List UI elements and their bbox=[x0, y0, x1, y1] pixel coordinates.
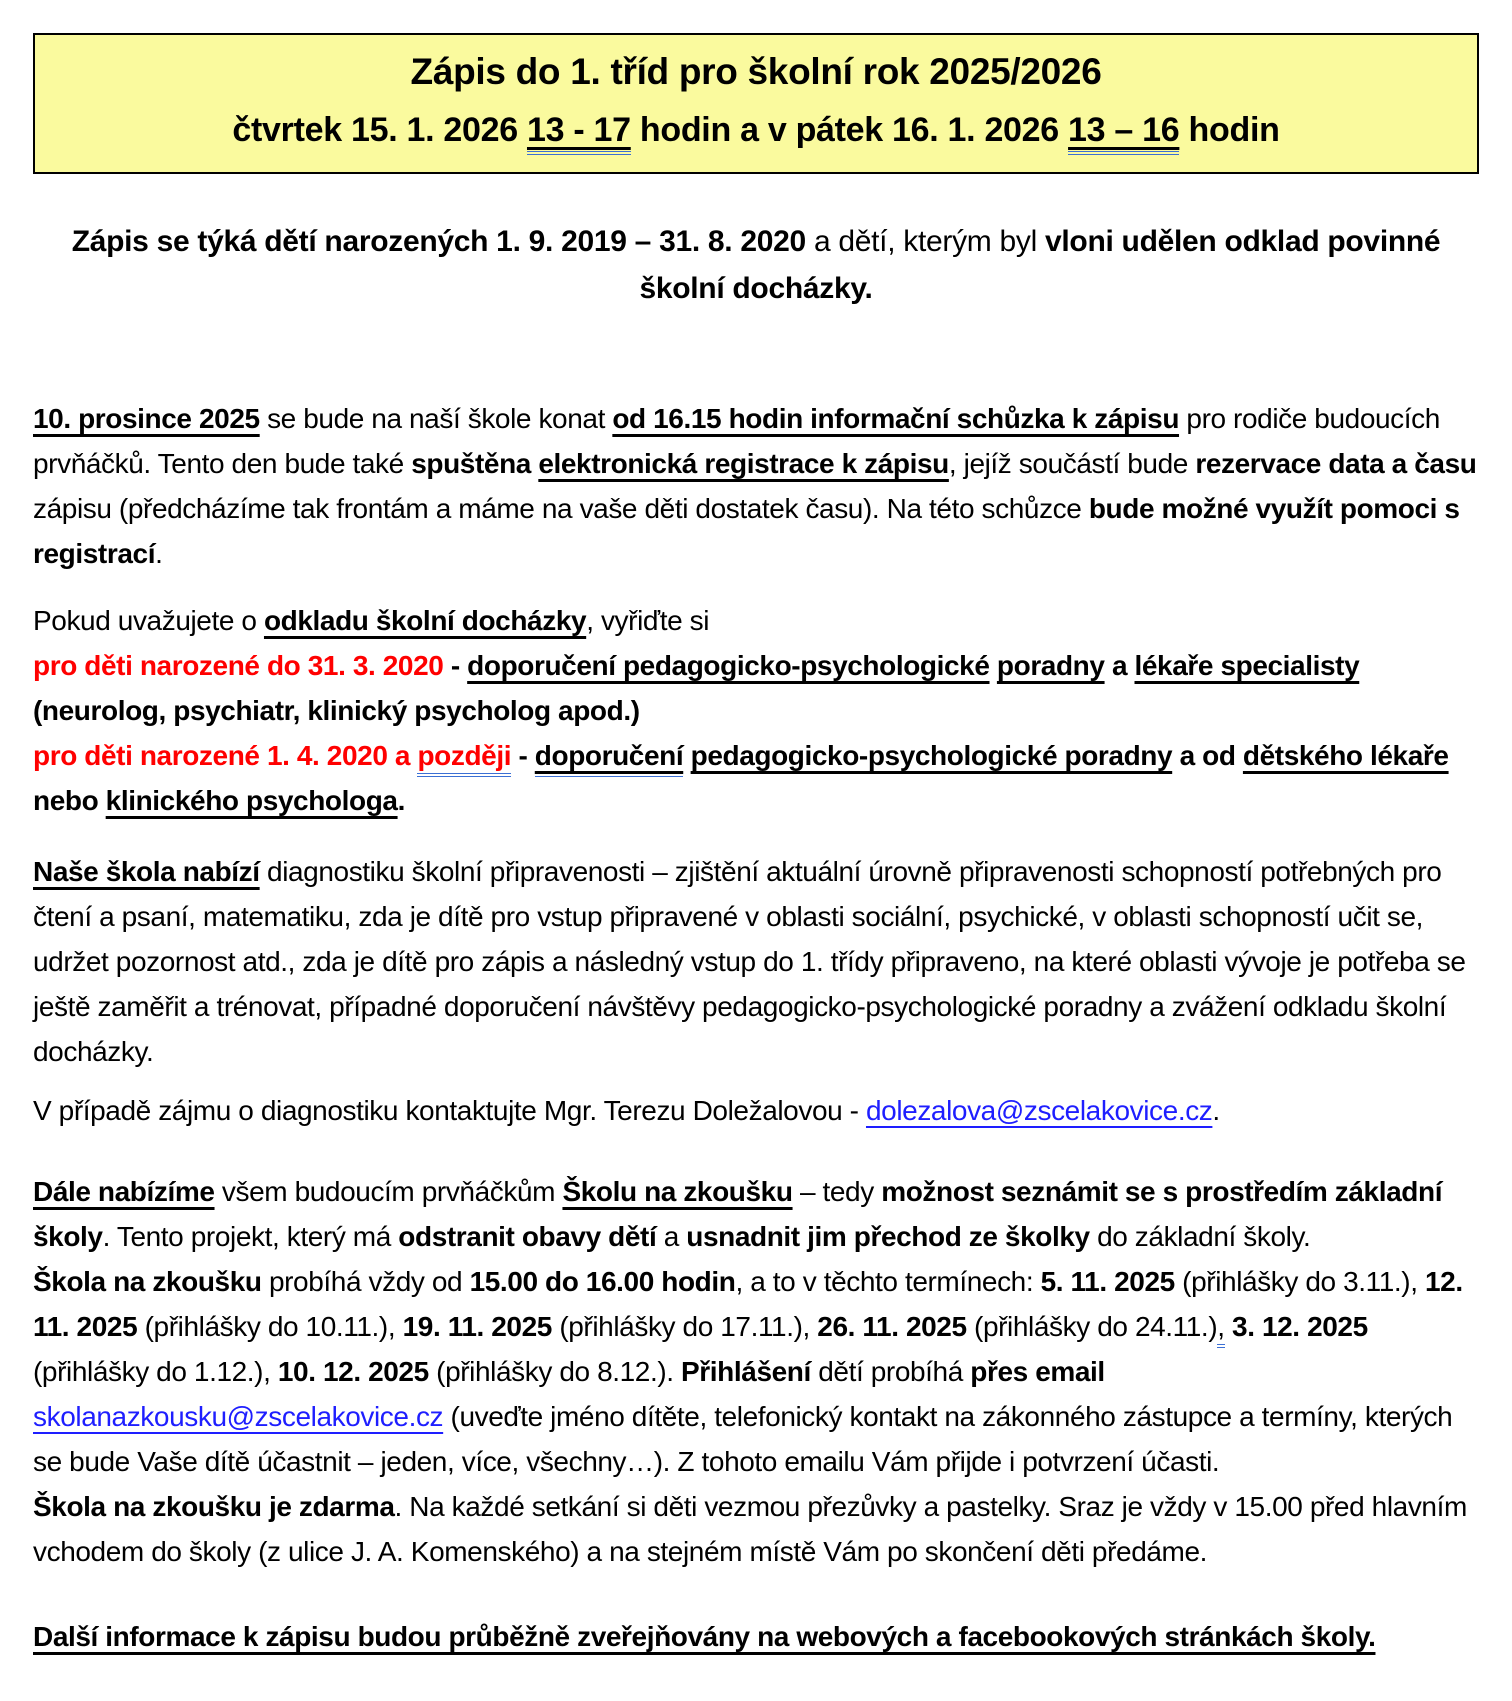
text-run: dětí probíhá bbox=[810, 1355, 971, 1387]
text-run: zápisu (předcházíme tak frontám a máme na vaše děti dostatek času). Na této schůzce bbox=[33, 492, 1089, 524]
text-run: se bude na naší škole konat bbox=[259, 402, 613, 434]
text-run bbox=[683, 740, 690, 771]
banner-title: Zápis do 1. tříd pro školní rok 2025/2026 bbox=[410, 51, 1102, 92]
text-run: (přihlášky do 24.11.) bbox=[966, 1310, 1218, 1342]
text-run: (přihlášky do 1.12.), bbox=[33, 1355, 278, 1387]
text-run: klinického psychologa bbox=[105, 784, 398, 816]
text-run: 26. 11. 2025 bbox=[817, 1310, 967, 1342]
text-run: . bbox=[1212, 1094, 1220, 1126]
text-run: Další informace k zápisu budou průběžně zveřejňovány na webových a facebookových stránkách školy. bbox=[33, 1620, 1376, 1652]
text-run: , bbox=[1217, 1311, 1224, 1348]
text-run: doporučení bbox=[535, 740, 683, 777]
text-run: dětského lékaře bbox=[1242, 739, 1449, 771]
text-run: a od bbox=[1172, 739, 1243, 771]
text-run: 13 - 17 bbox=[527, 111, 631, 155]
text-run: možnost seznámit se s prostředím základní školy bbox=[33, 1175, 1443, 1252]
text-run: pro děti narozené do 31. 3. 2020 bbox=[33, 649, 444, 681]
text-run: odstranit obavy dětí bbox=[398, 1220, 657, 1252]
text-run: (neurolog, psychiatr, klinický psycholog apod.) bbox=[33, 694, 640, 726]
eligibility-paragraph bbox=[33, 218, 1479, 312]
text-run: 13 – 16 bbox=[1068, 111, 1179, 155]
text-run: Škola na zkoušku bbox=[33, 1265, 262, 1297]
text-run: - bbox=[443, 649, 468, 681]
text-run: hodin a v pátek 16. 1. 2026 bbox=[630, 111, 1069, 149]
text-run: od 16.15 hodin informační schůzka k zápisu bbox=[612, 402, 1180, 434]
text-run: pedagogicko-psychologické poradny bbox=[690, 739, 1173, 771]
text-run: usnadnit jim přechod ze školky bbox=[686, 1220, 1090, 1252]
text-run bbox=[990, 650, 997, 681]
text-run: přes email bbox=[970, 1355, 1105, 1387]
text-run: a bbox=[1104, 649, 1135, 681]
text-run: pro děti narozené 1. 4. 2020 a bbox=[33, 739, 418, 771]
text-run: (přihlášky do 17.11.), bbox=[551, 1310, 818, 1342]
email-link[interactable]: dolezalova@zscelakovice.cz bbox=[865, 1094, 1213, 1126]
text-run: do základní školy. bbox=[1089, 1220, 1311, 1252]
text-run: , a to v těchto termínech: bbox=[735, 1265, 1041, 1297]
text-run: spuštěna bbox=[411, 447, 539, 479]
text-run: Naše škola nabízí bbox=[33, 855, 260, 887]
text-run: . bbox=[397, 784, 405, 816]
text-run: 3. 12. 2025 bbox=[1232, 1310, 1368, 1342]
text-run: bude možné využít pomoci s registrací bbox=[33, 492, 1460, 569]
text-run: , jejíž součástí bude bbox=[948, 447, 1196, 479]
text-run: Škola na zkoušku je zdarma bbox=[33, 1490, 395, 1522]
text-run: odkladu školní docházky bbox=[263, 604, 587, 636]
text-run: poradny bbox=[996, 649, 1105, 681]
deferral-paragraph bbox=[33, 598, 1479, 823]
text-run: (přihlášky do 8.12.). bbox=[428, 1355, 682, 1387]
text-run: . Tento projekt, který má bbox=[102, 1220, 399, 1252]
email-link[interactable]: skolanazkousku@zscelakovice.cz bbox=[33, 1400, 444, 1432]
text-run: (přihlášky do 3.11.), bbox=[1174, 1265, 1425, 1297]
text-run: probíhá vždy od bbox=[261, 1265, 470, 1297]
text-run: doporučení pedagogicko-psychologické bbox=[467, 649, 990, 681]
text-run: a bbox=[656, 1220, 687, 1252]
footer-note bbox=[33, 1614, 1479, 1659]
text-run: hodin bbox=[1179, 111, 1280, 149]
text-run: . Na každé setkání si děti vezmou přezůvky a pastelky. Sraz je vždy v 15.00 před hlavním vchodem do školy (z ulice J. A. Komenského) a na stejném místě Vám po skončení děti předáme. bbox=[33, 1490, 1467, 1567]
text-run: pro rodiče budoucích prvňáčků. Tento den bude také bbox=[33, 402, 1440, 479]
text-run: Pokud uvažujete o bbox=[33, 604, 264, 636]
text-run: 19. 11. 2025 bbox=[402, 1310, 552, 1342]
text-run: 15.00 do 16.00 hodin bbox=[469, 1265, 736, 1297]
text-run: vloni udělen odklad povinné školní docházky. bbox=[639, 224, 1441, 305]
info-meeting-paragraph bbox=[33, 396, 1479, 576]
text-run: 10. 12. 2025 bbox=[277, 1355, 429, 1387]
text-run: všem budoucím prvňáčkům bbox=[214, 1175, 563, 1207]
text-run: a dětí, kterým byl bbox=[805, 224, 1046, 258]
text-run: Zápis se týká dětí narozených 1. 9. 2019 – 31. 8. 2020 bbox=[71, 224, 806, 258]
text-run: 12. 11. 2025 bbox=[33, 1265, 1463, 1342]
diagnostics-paragraph bbox=[33, 849, 1479, 1074]
text-run: Přihlášení bbox=[681, 1355, 811, 1387]
notice-banner bbox=[33, 33, 1479, 174]
text-run: (přihlášky do 10.11.), bbox=[137, 1310, 403, 1342]
text-run: později bbox=[417, 740, 511, 777]
text-run: elektronická registrace k zápisu bbox=[538, 447, 949, 479]
trial-school-paragraph bbox=[33, 1169, 1479, 1574]
text-run: , vyřiďte si bbox=[586, 604, 710, 636]
text-run: 5. 11. 2025 bbox=[1040, 1265, 1175, 1297]
text-run: (uveďte jméno dítěte, telefonický kontakt na zákonného zástupce a termíny, kterých se bude Vaše dítě účastnit – jeden, více, všechny…). Z tohoto emailu Vám přijde i potvrzení účasti. bbox=[33, 1400, 1453, 1477]
text-run: . bbox=[155, 537, 163, 569]
banner-subtitle bbox=[47, 109, 1465, 152]
text-run: - bbox=[511, 739, 535, 771]
text-run: nebo bbox=[33, 784, 106, 816]
text-run: Školu na zkoušku bbox=[562, 1175, 793, 1207]
contact-paragraph bbox=[33, 1088, 1479, 1133]
text-run: – tedy bbox=[792, 1175, 882, 1207]
text-run: V případě zájmu o diagnostiku kontaktujte Mgr. Terezu Doležalovou - bbox=[33, 1094, 866, 1126]
text-run: 10. prosince 2025 bbox=[33, 402, 260, 434]
text-run: Dále nabízíme bbox=[33, 1175, 215, 1207]
text-run: čtvrtek 15. 1. 2026 bbox=[232, 111, 527, 149]
text-run: rezervace data a času bbox=[1195, 447, 1477, 479]
text-run: diagnostiku školní připravenosti – zjištění aktuální úrovně připravenosti schopností potřebných pro čtení a psaní, matematiku, zda je dítě pro vstup připravené v oblasti sociální, psychické, v oblasti schopností učit se, udržet pozornost atd., zda je dítě pro zápis a následný vstup do 1. třídy připraveno, na které oblasti vývoje je potřeba se ještě zaměřit a trénovat, případné doporučení návštěvy pedagogicko-psychologické poradny a zvážení odkladu školní docházky. bbox=[33, 855, 1466, 1067]
text-run: lékaře specialisty bbox=[1134, 649, 1360, 681]
text-run bbox=[1225, 1311, 1232, 1342]
